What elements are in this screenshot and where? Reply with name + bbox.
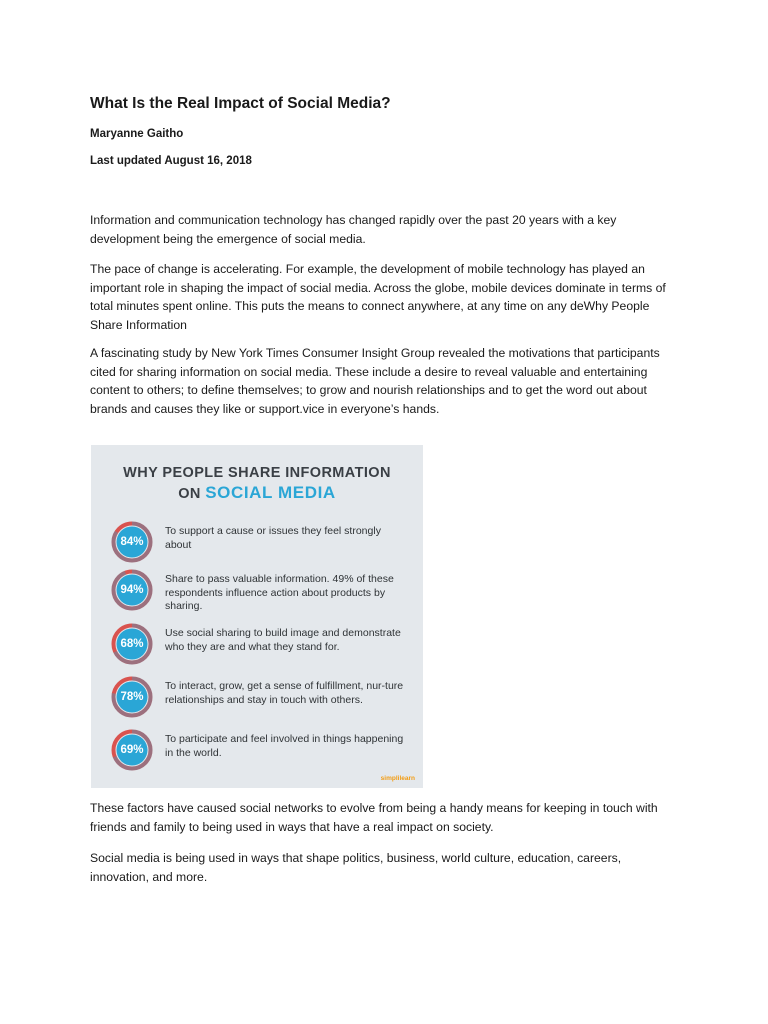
infographic-subtitle bbox=[91, 483, 423, 503]
infographic-title: WHY PEOPLE SHARE INFORMATION bbox=[123, 465, 391, 481]
infographic-subtitle-prefix: ON bbox=[178, 486, 201, 502]
stat-description: To support a cause or issues they feel strongly about bbox=[165, 525, 381, 551]
brand-logo: simplilearn bbox=[380, 775, 415, 782]
percent-label: 94% bbox=[120, 584, 144, 596]
paragraph-usage: Social media is being used in ways that shape politics, business, world culture, education, careers, innovation, and more. bbox=[90, 851, 622, 884]
percent-label: 69% bbox=[120, 744, 144, 756]
paragraph-factors: These factors have caused social networks to evolve from being a handy means for keeping in touch with friends and family to being used in ways that have a real impact on society. bbox=[90, 801, 658, 834]
stat-description: Use social sharing to build image and demonstrate who they are and what they stand for. bbox=[165, 627, 401, 653]
article-title: What Is the Real Impact of Social Media? bbox=[90, 95, 391, 112]
paragraph-intro: Information and communication technology has changed rapidly over the past 20 years with a key development being the emergence of social media. bbox=[90, 213, 617, 246]
infographic bbox=[91, 445, 423, 788]
author-name: Maryanne Gaitho bbox=[90, 128, 184, 140]
percent-label: 84% bbox=[120, 536, 144, 548]
percent-label: 68% bbox=[120, 638, 144, 650]
stat-description: To participate and feel involved in things happening in the world. bbox=[165, 733, 404, 759]
percent-label: 78% bbox=[120, 691, 144, 703]
paragraph-pace: The pace of change is accelerating. For example, the development of mobile technology has played an important role in shaping the impact of social media. Across the globe, mobile devices dominate in terms of total minutes spent online. This puts the means to connect anywhere, at any time on any deWhy People Share Information bbox=[90, 262, 666, 332]
infographic-subtitle-highlight: SOCIAL MEDIA bbox=[205, 483, 336, 502]
stat-description: To interact, grow, get a sense of fulfillment, nur-ture relationships and stay in touch with others. bbox=[165, 680, 404, 706]
paragraph-study: A fascinating study by New York Times Consumer Insight Group revealed the motivations that participants cited for sharing information on social media. These include a desire to reveal valuable and entertaining content to others; to define themselves; to grow and nourish relationships and to get the word out about brands and causes they like or support.vice in everyone’s hands. bbox=[90, 346, 660, 416]
stat-description: Share to pass valuable information. 49% of these respondents influence action about products by sharing. bbox=[165, 573, 394, 612]
last-updated: Last updated August 16, 2018 bbox=[90, 155, 252, 167]
